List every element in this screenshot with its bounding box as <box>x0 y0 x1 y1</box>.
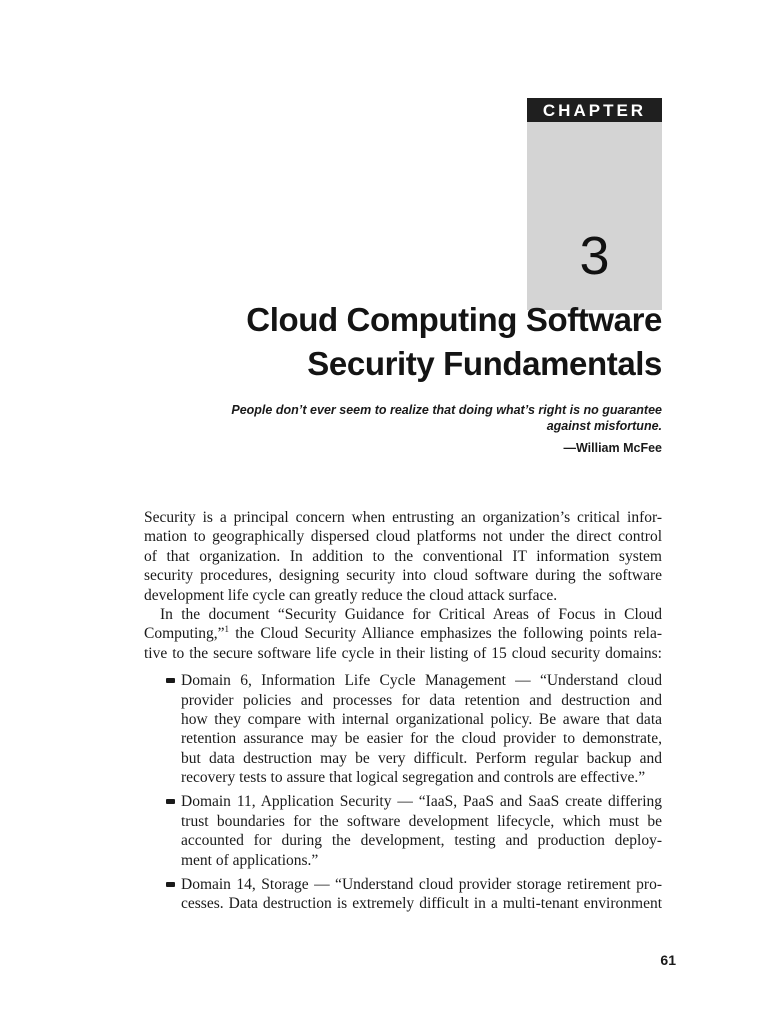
text-line: provider policies and processes for data retention and destruction and <box>181 691 662 709</box>
text-line: of that organization. In addition to the conventional IT information system <box>144 547 662 565</box>
paragraph-2 <box>144 605 662 663</box>
text-line: tive to the secure software life cycle in their listing of 15 cloud security domains: <box>144 644 662 662</box>
text-fragment: Computing,” <box>144 625 225 643</box>
list-item <box>144 671 662 787</box>
list-item <box>144 792 662 870</box>
epigraph-quote <box>180 402 662 434</box>
text-line: In the document “Security Guidance for Critical Areas of Focus in Cloud <box>160 605 662 623</box>
text-line: cesses. Data destruction is extremely difficult in a multi-tenant environment <box>181 895 662 913</box>
chapter-number: 3 <box>579 226 610 286</box>
text-line: accounted for during the development, testing and production deploy- <box>181 832 662 850</box>
bullet-icon <box>166 678 175 683</box>
list-item <box>144 875 662 914</box>
text-line: but data destruction may be very difficult. Perform regular backup and <box>181 749 662 767</box>
body-text <box>144 508 662 919</box>
security-domain-list <box>144 671 662 914</box>
epigraph-line-1: People don’t ever seem to realize that doing what’s right is no guarantee <box>231 403 662 417</box>
text-line: how they compare with internal organizational policy. Be aware that data <box>181 710 662 728</box>
text-line: retention assurance may be easier for the cloud provider to demonstrate, <box>181 730 662 748</box>
text-line: security procedures, designing security into cloud software during the software <box>144 567 662 585</box>
paragraph-1 <box>144 508 662 605</box>
chapter-title-line-2: Security Fundamentals <box>307 345 662 382</box>
bullet-icon <box>166 882 175 887</box>
text-line: recovery tests to assure that logical segregation and controls are effective.” <box>181 769 646 787</box>
text-line: ment of applications.” <box>181 851 319 869</box>
chapter-title <box>190 298 662 386</box>
text-line <box>144 624 662 643</box>
epigraph-attribution: —William McFee <box>563 441 662 455</box>
chapter-label: CHAPTER <box>527 98 662 122</box>
page-number: 61 <box>660 952 676 968</box>
text-line: Security is a principal concern when entrusting an organization’s critical infor- <box>144 509 662 526</box>
epigraph-line-2: against misfortune. <box>546 419 662 433</box>
text-fragment: the Cloud Security Alliance emphasizes the following points rela- <box>229 625 662 643</box>
text-line: mation to geographically dispersed cloud platforms not under the direct control <box>144 528 662 546</box>
text-line: development life cycle can greatly reduce the cloud attack surface. <box>144 586 558 604</box>
bullet-icon <box>166 799 175 804</box>
text-line: Domain 11, Application Security — “IaaS, PaaS and SaaS create differing <box>181 793 662 811</box>
text-line: Domain 6, Information Life Cycle Management — “Understand cloud <box>181 672 662 690</box>
text-line: trust boundaries for the software development lifecycle, which must be <box>181 812 662 830</box>
chapter-title-line-1: Cloud Computing Software <box>246 301 662 338</box>
chapter-badge <box>527 98 662 310</box>
text-line: Domain 14, Storage — “Understand cloud provider storage retirement pro- <box>181 876 662 894</box>
footnote-reference[interactable]: 1 <box>224 624 230 635</box>
